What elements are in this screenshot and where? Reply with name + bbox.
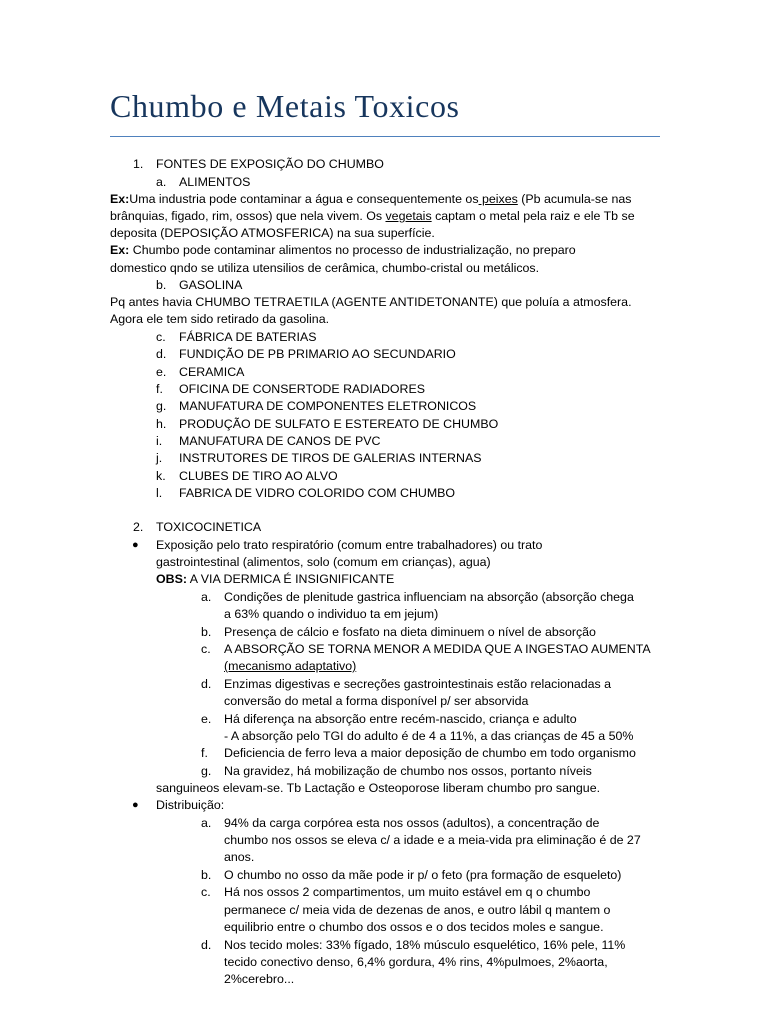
sub-item-letter: d. xyxy=(201,938,212,952)
sub-item-line: Enzimas digestivas e secreções gastrointestinais estão relacionadas a xyxy=(224,677,612,691)
bullet-line: Exposição pelo trato respiratório (comum entre trabalhadores) ou trato xyxy=(156,538,543,552)
sub-item-letter: e. xyxy=(201,712,212,726)
sub-item-letter: a. xyxy=(201,590,212,604)
list-item: PRODUÇÃO DE SULFATO E ESTEREATO DE CHUMBO xyxy=(179,417,499,431)
obs-line: OBS: A VIA DERMICA É INSIGNIFICANTE xyxy=(156,572,395,586)
bullet-icon: ● xyxy=(132,799,139,811)
item-a-text: ALIMENTOS xyxy=(179,175,251,189)
paragraph-line: Ex:Uma industria pode contaminar a água e consequentemente os peixes (Pb acumula-se nas xyxy=(110,192,632,206)
sub-item-line: Nos tecido moles: 33% fígado, 18% músculo esquelético, 16% pele, 11% xyxy=(224,938,626,952)
sub-item-line: permanece c/ meia vida de dezenas de anos, e outro lábil q mantem o xyxy=(224,903,611,917)
section2-heading: TOXICOCINETICA xyxy=(156,520,262,534)
sub-item-line: a 63% quando o individuo ta em jejum) xyxy=(224,607,439,621)
list-item: CLUBES DE TIRO AO ALVO xyxy=(179,469,338,483)
list-item: MANUFATURA DE COMPONENTES ELETRONICOS xyxy=(179,399,477,413)
sub-item-line: conversão do metal a forma disponível p/ ser absorvida xyxy=(224,694,529,708)
list-item-letter: j. xyxy=(156,451,163,465)
list-item-letter: g. xyxy=(156,399,167,413)
list-item: INSTRUTORES DE TIROS DE GALERIAS INTERNAS xyxy=(179,451,482,465)
list-item-letter: f. xyxy=(156,382,163,396)
sub-item-line: O chumbo no osso da mãe pode ir p/ o feto (pra formação de esqueleto) xyxy=(224,868,622,882)
list-item: MANUFATURA DE CANOS DE PVC xyxy=(179,434,381,448)
paragraph-line: brânquias, figado, rim, ossos) que nela vivem. Os vegetais captam o metal pela raiz e ele Tb se xyxy=(110,209,635,223)
sub-item-line: anos. xyxy=(224,850,255,864)
list-item-letter: c. xyxy=(156,330,166,344)
title-underline xyxy=(110,136,660,137)
section2-number: 2. xyxy=(133,520,144,534)
paragraph-line: Agora ele tem sido retirado da gasolina. xyxy=(110,312,330,326)
sub-item-line: Presença de cálcio e fosfato na dieta diminuem o nível de absorção xyxy=(224,625,596,639)
sub-item-letter: c. xyxy=(201,885,211,899)
item-b-letter: b. xyxy=(156,278,167,292)
list-item: OFICINA DE CONSERTODE RADIADORES xyxy=(179,382,426,396)
sub-item-line: chumbo nos ossos se eleva c/ a idade e a meia-vida pra eliminação é de 27 xyxy=(224,833,641,847)
sub-item-line: Deficiencia de ferro leva a maior deposição de chumbo em todo organismo xyxy=(224,746,636,760)
bullet-heading: Distribuição: xyxy=(156,798,225,812)
sub-item-letter: c. xyxy=(201,642,211,656)
sub-item-line: 2%cerebro... xyxy=(224,972,295,986)
sub-item-line: Condições de plenitude gastrica influenciam na absorção (absorção chega xyxy=(224,590,634,604)
sub-item-line: equilibrio entre o chumbo dos ossos e o dos tecidos moles e sangue. xyxy=(224,920,604,934)
paragraph-line: Ex: Chumbo pode contaminar alimentos no processo de industrialização, no preparo xyxy=(110,243,576,257)
sub-item-line: - A absorção pelo TGI do adulto é de 4 a 11%, a das crianças de 45 a 50% xyxy=(224,729,634,743)
sub-item-line: A ABSORÇÃO SE TORNA MENOR A MEDIDA QUE A INGESTAO AUMENTA xyxy=(224,642,651,656)
list-item: CERAMICA xyxy=(179,365,245,379)
sub-item-letter: b. xyxy=(201,625,212,639)
sub-item-letter: b. xyxy=(201,868,212,882)
section1-heading: FONTES DE EXPOSIÇÃO DO CHUMBO xyxy=(156,157,384,171)
sub-item-line: sanguineos elevam-se. Tb Lactação e Osteoporose liberam chumbo pro sangue. xyxy=(156,781,601,795)
list-item: FABRICA DE VIDRO COLORIDO COM CHUMBO xyxy=(179,486,456,500)
sub-item-letter: f. xyxy=(201,746,208,760)
sub-item-letter: a. xyxy=(201,816,212,830)
list-item: FUNDIÇÃO DE PB PRIMARIO AO SECUNDARIO xyxy=(179,347,456,361)
sub-item-letter: g. xyxy=(201,764,212,778)
sub-item-line: tecido conectivo denso, 6,4% gordura, 4% rins, 4%pulmoes, 2%aorta, xyxy=(224,955,608,969)
sub-item-line: Há nos ossos 2 compartimentos, um muito estável em q o chumbo xyxy=(224,885,591,899)
section1-number: 1. xyxy=(133,157,144,171)
paragraph-line: deposita (DEPOSIÇÃO ATMOSFERICA) na sua superfície. xyxy=(110,226,435,240)
paragraph-line: Pq antes havia CHUMBO TETRAETILA (AGENTE ANTIDETONANTE) que poluía a atmosfera. xyxy=(110,295,632,309)
sub-item-line: 94% da carga corpórea esta nos ossos (adultos), a concentração de xyxy=(224,816,600,830)
sub-item-line: Há diferença na absorção entre recém-nascido, criança e adulto xyxy=(224,712,577,726)
page-title: Chumbo e Metais Toxicos xyxy=(110,88,460,124)
list-item-letter: d. xyxy=(156,347,167,361)
paragraph-line: domestico qndo se utiliza utensilios de cerâmica, chumbo-cristal ou metálicos. xyxy=(110,261,540,275)
list-item-letter: i. xyxy=(156,434,163,448)
item-a-letter: a. xyxy=(156,175,167,189)
bullet-line: gastrointestinal (alimentos, solo (comum em crianças), agua) xyxy=(156,555,491,569)
sub-item-letter: d. xyxy=(201,677,212,691)
sub-item-line: (mecanismo adaptativo) xyxy=(224,659,357,673)
sub-item-line: Na gravidez, há mobilização de chumbo nos ossos, portanto níveis xyxy=(224,764,592,778)
item-b-text: GASOLINA xyxy=(179,278,243,292)
list-item-letter: e. xyxy=(156,365,167,379)
list-item-letter: l. xyxy=(156,486,163,500)
list-item-letter: k. xyxy=(156,469,166,483)
list-item: FÁBRICA DE BATERIAS xyxy=(179,330,317,344)
bullet-icon: ● xyxy=(132,539,139,551)
list-item-letter: h. xyxy=(156,417,167,431)
